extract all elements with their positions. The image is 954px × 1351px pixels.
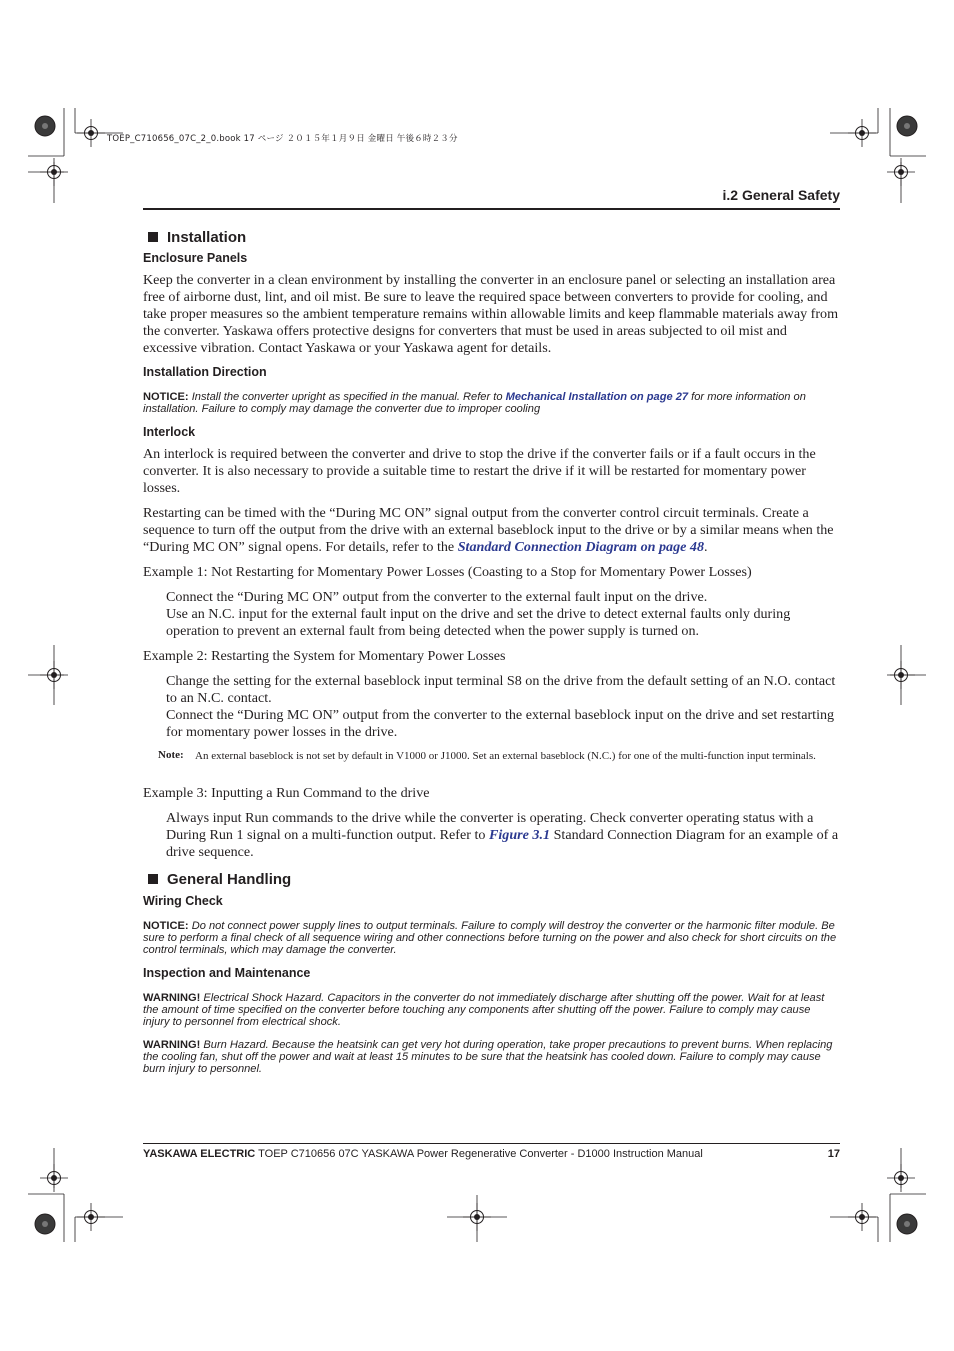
general-handling-heading (143, 871, 291, 888)
example-3-text (166, 810, 840, 861)
footer-rule (143, 1143, 840, 1144)
notice-label: NOTICE: (143, 391, 189, 403)
note-label: Note: (158, 749, 184, 761)
notice-text: Do not connect power supply lines to output terminals. Failure to comply will destroy the converter or the harmonic filter module. Be sure to perform a final check of all sequence wiring and other connections before turning on the power and also check for short circuits on the control terminals, which may damage the converter. (143, 920, 837, 956)
burn-hazard-warning (143, 1039, 840, 1075)
warning-label: WARNING! (143, 992, 201, 1004)
general-handling-heading-text: General Handling (167, 871, 292, 888)
period: . (704, 539, 708, 555)
interlock-para-1: An interlock is required between the converter and drive to stop the drive if the converter fails or if a fault occurs in the converter. It is also necessary to provide a suitable time to restart the drive if it will be restarted for momentary power losses. (143, 446, 816, 496)
enclosure-panels-text: Keep the converter in a clean environment by installing the converter in an enclosure panel or selecting an installation area free of airborne dust, lint, and oil mist. Be sure to leave the required space between converters to provide for cooling, and take proper measures so the ambient temperature remains within allowable limits and keep flammable materials away from the converter. Yaskawa offers protective designs for converters that must be used in areas subjected to oil mist and excessive vibration. Contact Yaskawa or your Yaskawa agent for details. (143, 272, 839, 356)
example-3-title: Example 3: Inputting a Run Command to the drive (143, 785, 430, 801)
inspection-maintenance-heading: Inspection and Maintenance (143, 966, 311, 980)
wiring-check-heading: Wiring Check (143, 894, 223, 908)
installation-direction-heading: Installation Direction (143, 365, 267, 379)
interlock-heading: Interlock (143, 425, 196, 439)
footer-manual-title: TOEP C710656 07C YASKAWA Power Regenerative Converter - D1000 Instruction Manual (258, 1148, 703, 1160)
wiring-check-notice (143, 920, 840, 956)
warning-text: Burn Hazard. Because the heatsink can get very hot during operation, take proper precautions to prevent burns. When replacing the cooling fan, shut off the power and wait at least 15 minutes to be sure that the heatsink has cooled down. Failure to comply may cause burn injury to personnel. (143, 1039, 833, 1075)
notice-label: NOTICE: (143, 920, 189, 932)
note-text: An external baseblock is not set by default in V1000 or J1000. Set an external baseblock (N.C.) for one of the multi-function input terminals. (195, 750, 816, 762)
mechanical-installation-link[interactable]: Mechanical Installation on page 27 (505, 391, 689, 403)
example-2-line-2: Connect the “During MC ON” output from the converter to the external baseblock input on the drive and set restarting for momentary power losses in the drive. (166, 707, 835, 740)
installation-heading-text: Installation (167, 229, 247, 246)
square-bullet-icon (148, 874, 158, 884)
footer-brand: YASKAWA ELECTRIC (143, 1148, 256, 1160)
print-file-info: TOEP_C710656_07C_2_0.book 17 ページ ２０１５年１月９日 金曜日 午後６時２３分 (107, 134, 458, 144)
running-section-title: i.2 General Safety (722, 187, 840, 203)
notice-text: Install the converter upright as specified in the manual. Refer to (191, 391, 503, 403)
example-2-title: Example 2: Restarting the System for Momentary Power Losses (143, 648, 506, 664)
installation-direction-notice (143, 391, 840, 415)
example-3-text-end: Standard Connection Diagram for an example of a drive sequence. (166, 827, 839, 860)
example-1-line-2: Use an N.C. input for the external fault input on the drive and set the drive to detect external faults only during operation to prevent an external fault from being detected when the power supply is turned on. (166, 606, 791, 639)
electrical-shock-warning (143, 992, 840, 1028)
interlock-para-2 (143, 505, 840, 556)
square-bullet-icon (148, 232, 158, 242)
example-2-line-1: Change the setting for the external baseblock input terminal S8 on the drive from the default setting of an N.O. contact to an N.C. contact. (166, 673, 836, 706)
example-3-text-body: Always input Run commands to the drive while the converter is operating. Check converter operating status with a During Run 1 signal on a multi-function output. Refer to (166, 810, 814, 843)
notice-text-cont: for more information on installation. Failure to comply may damage the converter due to improper cooling (143, 391, 806, 415)
footer-text (143, 1148, 703, 1160)
warning-text: Electrical Shock Hazard. Capacitors in the converter do not immediately discharge after shutting off the power. Wait for at least the amount of time specified on the converter before touching any components after shutting off the power. Failure to comply may cause injury to personnel from electrical shock. (143, 992, 825, 1028)
interlock-para-2-text: Restarting can be timed with the “During MC ON” signal output from the converter control circuit terminals. Create a sequence to turn off the output from the drive with an external baseblock input to the drive or by a similar means when the “During MC ON” signal opens. For details, refer to the (143, 505, 834, 555)
example-1-title: Example 1: Not Restarting for Momentary Power Losses (Coasting to a Stop for Momentary Power Losses) (143, 564, 752, 580)
standard-connection-diagram-link[interactable]: Standard Connection Diagram on page 48 (457, 539, 704, 555)
page-number: 17 (827, 1148, 840, 1160)
enclosure-panels-heading: Enclosure Panels (143, 251, 248, 265)
example-1-line-1: Connect the “During MC ON” output from the converter to the external fault input on the drive. (166, 589, 708, 605)
figure-3-1-link[interactable]: Figure 3.1 (488, 827, 551, 843)
warning-label: WARNING! (143, 1039, 201, 1051)
header-rule (143, 208, 840, 210)
installation-heading (143, 229, 246, 246)
